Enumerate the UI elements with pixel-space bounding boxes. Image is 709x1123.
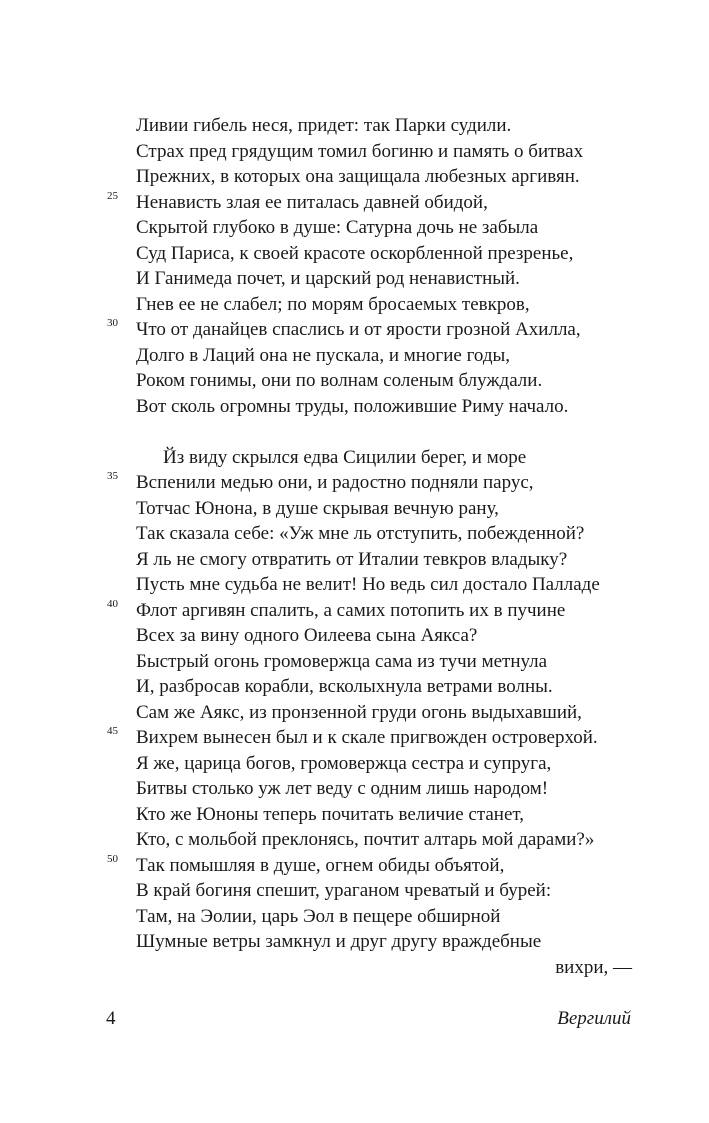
line-number: 45	[107, 725, 118, 737]
verse-line: Вот сколь огромны труды, положившие Риму начало.	[136, 395, 569, 417]
verse-line-continuation: вихри, —	[555, 956, 632, 978]
line-number: 30	[107, 317, 118, 329]
verse-line: Я ль не смогу отвратить от Италии тевкров владыку?	[136, 548, 568, 570]
verse-line: Страх пред грядущим томил богиню и память о битвах	[136, 140, 584, 162]
poem-text	[107, 113, 636, 980]
verse-line: Сам же Аякс, из пронзенной груди огонь выдыхавший,	[136, 701, 582, 723]
verse-line: Гнев ее не слабел; по морям бросаемых тевкров,	[136, 293, 530, 315]
verse-line: Там, на Эолии, царь Эол в пещере обширной	[136, 905, 501, 927]
verse-line: Так сказала себе: «Уж мне ль отступить, побежденной?	[136, 523, 585, 544]
line-number: 25	[107, 189, 118, 202]
verse-line: 35 Вспенили медью они, и радостно подняли парус,	[136, 470, 636, 496]
verse-line: Я же, царица богов, громовержца сестра и супруга,	[136, 752, 552, 774]
verse-line: 40 Флот аргивян спалить, а самих потопить их в пучине	[136, 598, 636, 624]
verse-line: 30 Что от данайцев спаслись и от ярости грозной Ахилла,	[136, 317, 636, 343]
line-number: 50	[107, 852, 118, 865]
verse-line: Долго в Лаций она не пускала, и многие годы,	[136, 344, 511, 366]
verse-line: Кто же Юноны теперь почитать величие станет,	[136, 803, 525, 825]
page-number: 4	[106, 1008, 116, 1029]
verse-line: В край богиня спешит, ураганом чреватый и бурей:	[136, 880, 552, 901]
verse-line: Быстрый огонь громовержца сама из тучи метнула	[136, 650, 548, 672]
running-footer-author: Вергилий	[557, 1008, 631, 1029]
verse-line: Пусть мне судьба не велит! Но ведь сил достало Палладе	[136, 574, 600, 595]
verse-line: И, разбросав корабли, всколыхнула ветрами волны.	[136, 676, 553, 697]
verse-line: Битвы столько уж лет веду с одним лишь народом!	[136, 778, 549, 799]
verse-line: Тотчас Юнона, в душе скрывая вечную рану,	[136, 497, 499, 519]
verse-line: Шумные ветры замкнул и друг другу враждебные	[136, 931, 542, 952]
verse-line: Прежних, в которых она защищала любезных аргивян.	[136, 166, 580, 187]
line-number: 40	[107, 597, 118, 610]
line-number: 35	[107, 470, 118, 482]
verse-line: Суд Париса, к своей красоте оскорбленной презренье,	[136, 242, 574, 264]
verse-line: Всех за вину одного Оилеева сына Аякса?	[136, 625, 478, 646]
verse-line: Роком гонимы, они по волнам соленым блуждали.	[136, 370, 543, 391]
verse-line: 25 Ненависть злая ее питалась давней обидой,	[136, 190, 636, 216]
verse-line: Йз виду скрылся едва Сицилии берег, и море	[163, 446, 527, 468]
verse-line: 45 Вихрем вынесен был и к скале пригвожден островерхой.	[136, 725, 636, 751]
verse-line: И Ганимеда почет, и царский род ненавистный.	[136, 268, 520, 289]
stanza-gap	[136, 419, 636, 445]
verse-line: Кто, с мольбой преклонясь, почтит алтарь мой дарами?»	[136, 829, 595, 850]
verse-line: Ливии гибель неся, придет: так Парки судили.	[136, 115, 512, 136]
verse-line: Скрытой глубоко в душе: Сатурна дочь не забыла	[136, 217, 539, 238]
verse-line: 50 Так помышляя в душе, огнем обиды объятой,	[136, 853, 636, 879]
